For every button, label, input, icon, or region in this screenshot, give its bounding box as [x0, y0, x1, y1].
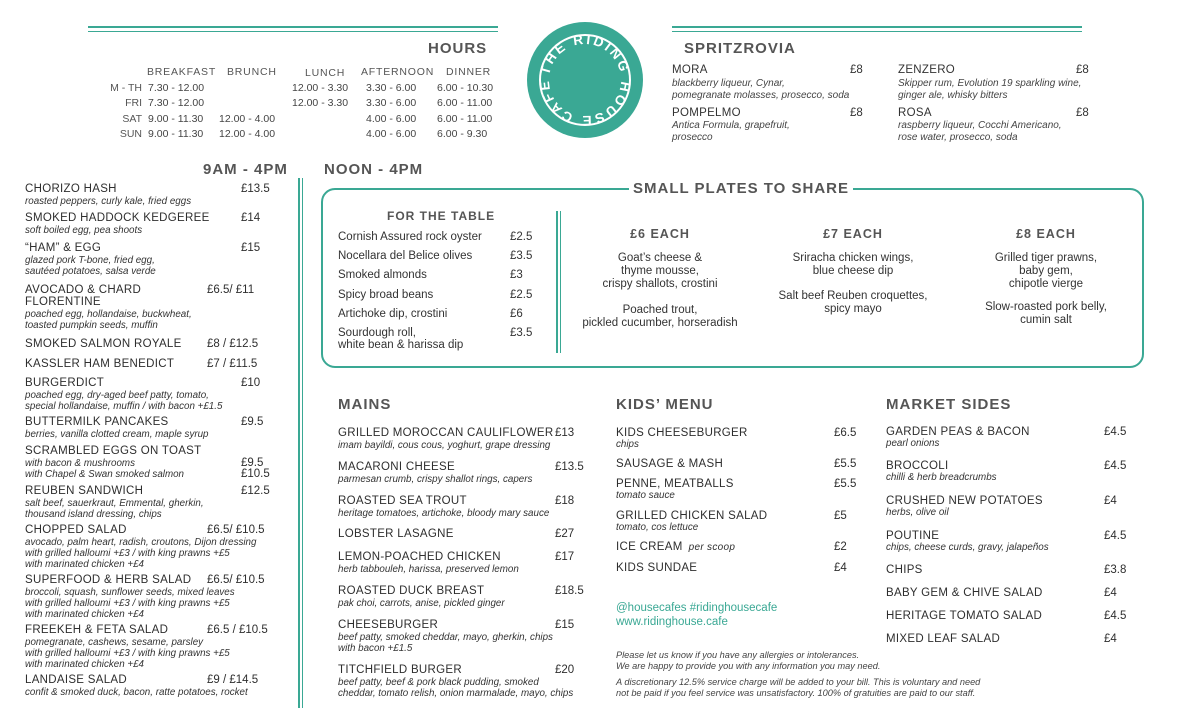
breakfast-item-name: CHOPPED SALAD	[25, 524, 127, 536]
main-item-desc: beef patty, smoked cheddar, mayo, gherkin, chips	[338, 632, 553, 643]
column-divider	[298, 178, 300, 708]
hours-day: FRI	[125, 97, 142, 109]
breakfast-item-price: £9.5	[241, 416, 264, 428]
kids-item-price: £4	[834, 562, 847, 574]
logo-text: THE RIDING HOUSE CAFE	[536, 31, 634, 129]
main-item-name: LEMON-POACHED CHICKEN	[338, 551, 501, 563]
main-item-price: £13.5	[555, 461, 584, 473]
breakfast-item-desc: broccoli, squash, sunflower seeds, mixed leaves	[25, 587, 235, 598]
breakfast-item-name: KASSLER HAM BENEDICT	[25, 358, 175, 370]
breakfast-item-desc: thousand island dressing, chips	[25, 509, 162, 520]
mains-title: MAINS	[338, 396, 392, 413]
riding-house-logo	[527, 22, 643, 138]
social-handles[interactable]: @housecafes #ridinghousecafe	[616, 602, 778, 614]
breakfast-item-name: FLORENTINE	[25, 296, 101, 308]
for-the-table-price: £3.5	[510, 327, 533, 339]
breakfast-item-desc: with marinated chicken +£4	[25, 609, 144, 620]
side-item-desc: herbs, olive oil	[886, 507, 949, 518]
allergy-note: Please let us know if you have any allergies or intolerances.	[616, 650, 860, 660]
column-divider-thin	[302, 178, 303, 708]
main-item-price: £18	[555, 495, 575, 507]
spritz-item-price: £8	[1076, 64, 1089, 76]
breakfast-item-price: £13.5	[241, 183, 270, 195]
spritz-item-desc: Skipper rum, Evolution 19 sparkling wine,	[898, 78, 1082, 89]
breakfast-item-price: £15	[241, 242, 261, 254]
top-rule-left	[88, 26, 498, 28]
kids-item-name: PENNE, MEATBALLS	[616, 478, 734, 490]
main-item-desc: beef patty, beef & pork black pudding, smoked	[338, 677, 539, 688]
small-plates-price-group: £7 EACH	[823, 227, 883, 241]
table-divider	[556, 211, 558, 353]
main-item-name: CHEESEBURGER	[338, 619, 439, 631]
breakfast-item-desc: poached egg, dry-aged beef patty, tomato,	[25, 390, 209, 401]
breakfast-item-desc: with marinated chicken +£4	[25, 559, 144, 570]
kids-item-name: SAUSAGE & MASH	[616, 458, 724, 470]
spritz-item-price: £8	[1076, 107, 1089, 119]
small-plate-item: crispy shallots, crostini	[602, 278, 718, 290]
main-item-name: LOBSTER LASAGNE	[338, 528, 454, 540]
breakfast-item-desc: salt beef, sauerkraut, Emmental, gherkin,	[25, 498, 204, 509]
breakfast-item-desc: with bacon & mushrooms	[25, 458, 135, 469]
spritz-item-desc: rose water, prosecco, soda	[898, 132, 1018, 143]
spritz-item-desc: ginger ale, whisky bitters	[898, 90, 1008, 101]
spritz-item-price: £8	[850, 107, 863, 119]
small-plate-item: Grilled tiger prawns,	[994, 252, 1098, 264]
main-item-name: MACARONI CHEESE	[338, 461, 455, 473]
spritz-item-desc: raspberry liqueur, Cocchi Americano,	[898, 120, 1062, 131]
breakfast-item-desc: with grilled halloumi +£3 / with king prawns +£5	[25, 648, 230, 659]
kids-item-price: £6.5	[834, 427, 857, 439]
breakfast-item-name: LANDAISE SALAD	[25, 674, 127, 686]
for-the-table-item: white bean & harissa dip	[338, 339, 464, 351]
breakfast-item-desc: berries, vanilla clotted cream, maple syrup	[25, 429, 209, 440]
breakfast-item-desc: poached egg, hollandaise, buckwheat,	[25, 309, 192, 320]
breakfast-item-price: £8 / £12.5	[207, 338, 259, 350]
hours-day: SUN	[119, 128, 142, 140]
main-item-desc: pak choi, carrots, anise, pickled ginger	[338, 598, 505, 609]
breakfast-item-desc: with grilled halloumi +£3 / with king prawns +£5	[25, 598, 230, 609]
kids-item-name: ICE CREAM per scoop	[616, 541, 736, 553]
spritz-item-desc: prosecco	[672, 132, 713, 143]
side-item-desc: chilli & herb breadcrumbs	[886, 472, 997, 483]
breakfast-item-price: £6.5/ £10.5	[207, 524, 265, 536]
hours-brunch: 12.00 - 4.00	[219, 113, 276, 125]
breakfast-item-name: “HAM” & EGG	[25, 242, 102, 254]
main-item-price: £27	[555, 528, 575, 540]
side-item-desc: chips, cheese curds, gravy, jalapeños	[886, 542, 1049, 553]
allergy-note: We are happy to provide you with any information you may need.	[616, 661, 881, 671]
main-item-name: ROASTED DUCK BREAST	[338, 585, 485, 597]
hours-breakfast: 7.30 - 12.00	[148, 82, 205, 94]
breakfast-title: 9AM - 4PM	[203, 161, 288, 178]
for-the-table-price: £2.5	[510, 231, 533, 243]
spritz-item-desc: Antica Formula, grapefruit,	[672, 120, 790, 131]
hours-head-lunch: LUNCH	[305, 67, 346, 79]
hours-dinner: 6.00 - 11.00	[437, 113, 493, 125]
small-plate-item: Salt beef Reuben croquettes,	[778, 290, 928, 302]
breakfast-item-desc: glazed pork T-bone, fried egg,	[25, 255, 155, 266]
main-item-desc: imam bayildi, cous cous, yoghurt, grape dressing	[338, 440, 551, 451]
kids-title: KIDS’ MENU	[616, 396, 714, 413]
top-rule-left-thin	[88, 31, 498, 32]
noon-title: NOON - 4PM	[324, 161, 424, 178]
spritz-item-desc: blackberry liqueur, Cynar,	[672, 78, 785, 89]
side-item-price: £4.5	[1104, 530, 1127, 542]
breakfast-item-price: £6.5/ £10.5	[207, 574, 265, 586]
side-item-price: £4	[1104, 495, 1117, 507]
breakfast-item-desc: with marinated chicken +£4	[25, 659, 144, 670]
hours-breakfast: 9.00 - 11.30	[148, 113, 204, 125]
spritz-item-name: ROSA	[898, 107, 932, 119]
hours-head-breakfast: BREAKFAST	[147, 66, 217, 78]
spritz-item-price: £8	[850, 64, 863, 76]
hours-breakfast: 7.30 - 12.00	[148, 97, 205, 109]
for-the-table-item: Smoked almonds	[338, 269, 427, 281]
side-item-name: CRUSHED NEW POTATOES	[886, 495, 1043, 507]
spritz-item-name: MORA	[672, 64, 708, 76]
breakfast-item-name: SCRAMBLED EGGS ON TOAST	[25, 445, 202, 457]
kids-item-desc: chips	[616, 439, 639, 450]
main-item-desc: herb tabbouleh, harissa, preserved lemon	[338, 564, 519, 575]
side-item-price: £4.5	[1104, 610, 1127, 622]
side-item-price: £4.5	[1104, 426, 1127, 438]
small-plate-item: thyme mousse,	[621, 265, 699, 277]
hours-title: HOURS	[428, 40, 488, 57]
small-plates-price-group: £6 EACH	[630, 227, 690, 241]
breakfast-item-price: £12.5	[241, 485, 270, 497]
for-the-table-title: FOR THE TABLE	[387, 209, 496, 223]
service-note: A discretionary 12.5% service charge will be added to your bill. This is voluntary and need	[616, 677, 981, 687]
side-item-name: CHIPS	[886, 564, 923, 576]
hours-day: M - TH	[110, 82, 142, 94]
breakfast-item-desc: toasted pumpkin seeds, muffin	[25, 320, 158, 331]
small-plate-item: chipotle vierge	[1008, 278, 1084, 290]
breakfast-item-price: £9.5	[241, 457, 264, 469]
for-the-table-item: Spicy broad beans	[338, 289, 434, 301]
kids-item-suffix: per scoop	[688, 542, 736, 553]
spritz-title: SPRITZROVIA	[684, 40, 796, 57]
sides-title: MARKET SIDES	[886, 396, 1012, 413]
small-plate-item: blue cheese dip	[812, 265, 894, 277]
breakfast-item-name: FREEKEH & FETA SALAD	[25, 624, 169, 636]
small-plate-item: pickled cucumber, horseradish	[582, 317, 738, 329]
breakfast-item-price: £7 / £11.5	[207, 358, 258, 370]
kids-item-name: KIDS CHEESEBURGER	[616, 427, 748, 439]
hours-head-dinner: DINNER	[446, 66, 492, 78]
main-item-price: £18.5	[555, 585, 584, 597]
breakfast-item-name: SUPERFOOD & HERB SALAD	[25, 574, 192, 586]
small-plates-title: SMALL PLATES TO SHARE	[629, 180, 853, 197]
breakfast-item-name: BURGERDICT	[25, 377, 105, 389]
hours-afternoon: 3.30 - 6.00	[366, 97, 417, 109]
side-item-name: GARDEN PEAS & BACON	[886, 426, 1030, 438]
kids-item-name: KIDS SUNDAE	[616, 562, 698, 574]
breakfast-item-desc: special hollandaise, muffin / with bacon +£1.5	[25, 401, 223, 412]
side-item-desc: pearl onions	[886, 438, 940, 449]
hours-afternoon: 4.00 - 6.00	[366, 113, 417, 125]
main-item-desc: with bacon +£1.5	[338, 643, 413, 654]
main-item-price: £15	[555, 619, 575, 631]
hours-afternoon: 4.00 - 6.00	[366, 128, 417, 140]
for-the-table-item: Sourdough roll,	[338, 327, 416, 339]
spritz-item-desc: pomegranate molasses, prosecco, soda	[672, 90, 850, 101]
for-the-table-item: Cornish Assured rock oyster	[338, 231, 482, 243]
breakfast-item-price: £14	[241, 212, 261, 224]
side-item-name: POUTINE	[886, 530, 940, 542]
breakfast-item-name: REUBEN SANDWICH	[25, 485, 144, 497]
for-the-table-price: £2.5	[510, 289, 533, 301]
breakfast-item-price: £9 / £14.5	[207, 674, 259, 686]
spritz-item-name: POMPELMO	[672, 107, 741, 119]
for-the-table-price: £3.5	[510, 250, 533, 262]
main-item-price: £20	[555, 664, 575, 676]
breakfast-item-name: SMOKED SALMON ROYALE	[25, 338, 182, 350]
hours-lunch: 12.00 - 3.30	[292, 82, 349, 94]
breakfast-item-price: £10.5	[241, 468, 270, 480]
kids-item-desc: tomato sauce	[616, 490, 675, 501]
top-rule-right	[672, 26, 1082, 28]
small-plate-item: spicy mayo	[824, 303, 882, 315]
side-item-name: MIXED LEAF SALAD	[886, 633, 1001, 645]
main-item-desc: parmesan crumb, crispy shallot rings, capers	[338, 474, 533, 485]
main-item-name: GRILLED MOROCCAN CAULIFLOWER	[338, 427, 554, 439]
kids-item-price: £5.5	[834, 478, 857, 490]
kids-item-price: £2	[834, 541, 847, 553]
svg-text:THE RIDING HOUSE CAFE	[537, 32, 634, 128]
small-plate-item: Sriracha chicken wings,	[792, 252, 914, 264]
main-item-desc: heritage tomatoes, artichoke, bloody mary sauce	[338, 508, 550, 519]
kids-item-desc: tomato, cos lettuce	[616, 522, 699, 533]
small-plate-item: baby gem,	[1019, 265, 1073, 277]
hours-dinner: 6.00 - 9.30	[437, 128, 488, 140]
service-note: not be paid if you feel service was unsatisfactory. 100% of gratuities are paid to our staff.	[616, 688, 976, 698]
hours-dinner: 6.00 - 10.30	[437, 82, 494, 94]
for-the-table-price: £3	[510, 269, 523, 281]
breakfast-item-desc: avocado, palm heart, radish, croutons, Dijon dressing	[25, 537, 257, 548]
hours-brunch: 12.00 - 4.00	[219, 128, 276, 140]
kids-item-name: GRILLED CHICKEN SALAD	[616, 510, 768, 522]
breakfast-item-desc: sautéed potatoes, salsa verde	[25, 266, 156, 277]
small-plate-item: cumin salt	[1020, 314, 1072, 326]
hours-breakfast: 9.00 - 11.30	[148, 128, 204, 140]
side-item-name: BROCCOLI	[886, 460, 949, 472]
for-the-table-item: Artichoke dip, crostini	[338, 308, 448, 320]
small-plates-price-group: £8 EACH	[1016, 227, 1076, 241]
breakfast-item-price: £6.5/ £11	[207, 284, 255, 296]
main-item-name: TITCHFIELD BURGER	[338, 664, 462, 676]
side-item-price: £4	[1104, 587, 1117, 599]
breakfast-item-name: SMOKED HADDOCK KEDGEREE	[25, 212, 210, 224]
main-item-name: ROASTED SEA TROUT	[338, 495, 467, 507]
for-the-table-price: £6	[510, 308, 523, 320]
small-plate-item: Poached trout,	[622, 304, 698, 316]
main-item-desc: cheddar, tomato relish, onion marmalade, mayo, chips	[338, 688, 574, 699]
breakfast-item-price: £6.5 / £10.5	[207, 624, 268, 636]
breakfast-item-name: AVOCADO & CHARD	[25, 284, 142, 296]
breakfast-item-price: £10	[241, 377, 261, 389]
top-rule-right-thin	[672, 31, 1082, 32]
kids-item-price: £5.5	[834, 458, 857, 470]
hours-afternoon: 3.30 - 6.00	[366, 82, 417, 94]
breakfast-item-desc: soft boiled egg, pea shoots	[25, 225, 143, 236]
breakfast-item-desc: with Chapel & Swan smoked salmon	[25, 469, 185, 480]
hours-head-brunch: BRUNCH	[227, 66, 277, 78]
breakfast-item-name: BUTTERMILK PANCAKES	[25, 416, 169, 428]
breakfast-item-desc: with grilled halloumi +£3 / with king prawns +£5	[25, 548, 230, 559]
for-the-table-item: Nocellara del Belice olives	[338, 250, 473, 262]
small-plate-item: Slow-roasted pork belly,	[985, 301, 1107, 313]
spritz-item-name: ZENZERO	[898, 64, 956, 76]
main-item-price: £13	[555, 427, 575, 439]
hours-dinner: 6.00 - 11.00	[437, 97, 493, 109]
website-link[interactable]: www.ridinghouse.cafe	[616, 616, 728, 628]
side-item-price: £3.8	[1104, 564, 1127, 576]
hours-head-afternoon: AFTERNOON	[361, 66, 435, 78]
hours-lunch: 12.00 - 3.30	[292, 97, 349, 109]
breakfast-item-desc: pomegranate, cashews, sesame, parsley	[25, 637, 204, 648]
main-item-price: £17	[555, 551, 575, 563]
breakfast-item-desc: roasted peppers, curly kale, fried eggs	[25, 196, 192, 207]
side-item-name: HERITAGE TOMATO SALAD	[886, 610, 1043, 622]
small-plate-item: Goat’s cheese &	[617, 252, 703, 264]
hours-day: SAT	[122, 113, 142, 125]
side-item-name: BABY GEM & CHIVE SALAD	[886, 587, 1043, 599]
kids-item-price: £5	[834, 510, 847, 522]
side-item-price: £4	[1104, 633, 1117, 645]
side-item-price: £4.5	[1104, 460, 1127, 472]
breakfast-item-desc: confit & smoked duck, bacon, ratte potatoes, rocket	[25, 687, 248, 698]
breakfast-item-name: CHORIZO HASH	[25, 183, 117, 195]
